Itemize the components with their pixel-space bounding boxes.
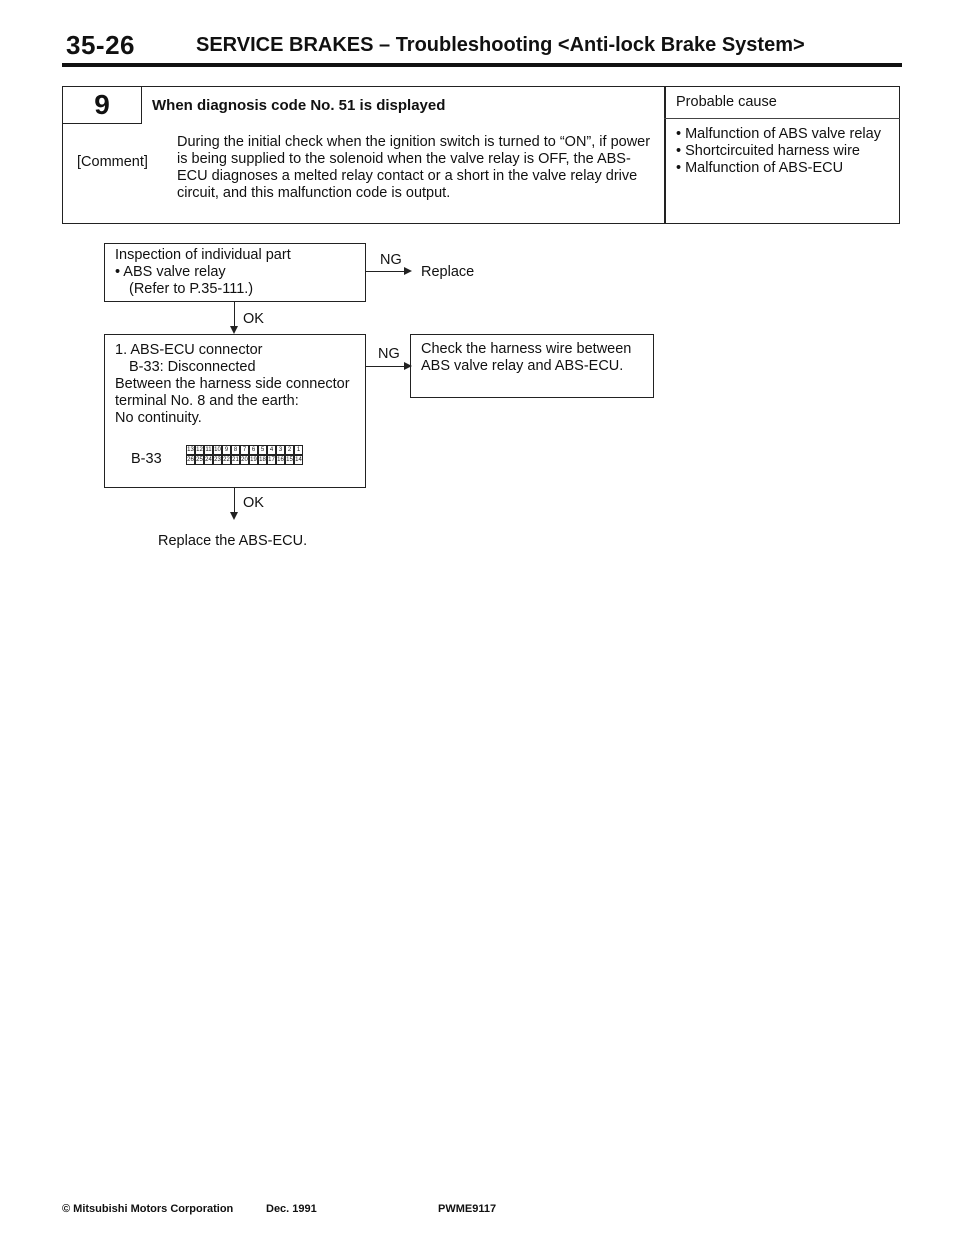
- connector-pin: 3: [276, 445, 285, 455]
- inspection-title: Inspection of individual part: [115, 247, 291, 263]
- comment-label: [Comment]: [77, 154, 148, 170]
- connector-pin: 10: [214, 447, 221, 453]
- connector-pin: 23: [214, 457, 221, 463]
- connector-pins-bottom: [186, 455, 303, 465]
- probable-cause-item: • Malfunction of ABS valve relay: [676, 126, 881, 142]
- ng-label: NG: [378, 346, 400, 362]
- connector-pin: 13: [187, 447, 194, 453]
- comment-text: During the initial check when the ignition switch is turned to “ON”, if power is being supplied to the solenoid when the valve relay is OFF, the ABS-ECU diagnoses a melted relay contact or a short in the valve relay drive circuit, and this malfunction code is output.: [177, 134, 651, 201]
- check-step: 1. ABS-ECU connector: [115, 342, 263, 358]
- harness-check-box: [410, 334, 654, 398]
- connector-pin: 19: [250, 457, 257, 463]
- connector-pin: 7: [240, 445, 249, 455]
- arrow-down-icon: [230, 326, 238, 334]
- probable-cause-heading: Probable cause: [676, 94, 777, 110]
- connector-pin: 18: [259, 457, 266, 463]
- footer-code: PWME9117: [438, 1203, 497, 1215]
- check-expected: No continuity.: [115, 410, 202, 426]
- inspection-item: • ABS valve relay: [115, 264, 226, 280]
- inspection-reference: (Refer to P.35-111.): [129, 281, 254, 297]
- check-connector-state: B-33: Disconnected: [129, 359, 256, 375]
- connector-pin: 20: [241, 457, 248, 463]
- connector-pin: 16: [277, 457, 284, 463]
- connector-pin: 25: [196, 457, 203, 463]
- connector-pin: 26: [187, 457, 194, 463]
- connector-pin: 14: [295, 457, 302, 463]
- inspection-box: [104, 243, 366, 302]
- connector-label: B-33: [131, 451, 162, 467]
- page-title: SERVICE BRAKES – Troubleshooting <Anti-lock Brake System>: [196, 34, 805, 56]
- diagnosis-heading: When diagnosis code No. 51 is displayed: [152, 97, 446, 114]
- connector-pin: 15: [286, 457, 293, 463]
- page-number: 35-26: [66, 30, 135, 60]
- ok-label: OK: [243, 495, 264, 511]
- connector-pin: 1: [294, 445, 303, 455]
- connector-pin: 24: [205, 457, 212, 463]
- arrow-down-icon: [230, 512, 238, 520]
- footer-copyright: © Mitsubishi Motors Corporation: [62, 1203, 234, 1215]
- arrow-right-icon: [404, 267, 412, 275]
- probable-cause-item: • Shortcircuited harness wire: [676, 143, 860, 159]
- check-condition: Between the harness side connector terminal No. 8 and the earth:: [115, 376, 350, 409]
- probable-cause-list: [676, 126, 896, 177]
- connector-pin: 12: [196, 447, 203, 453]
- probable-cause-rule: [664, 118, 900, 119]
- ok-label: OK: [243, 311, 264, 327]
- connector-pin: 11: [205, 447, 212, 453]
- connector-pin: 4: [267, 445, 276, 455]
- connector-pin: 17: [268, 457, 275, 463]
- header-rule: [62, 63, 902, 67]
- table-divider: [664, 86, 666, 224]
- footer-date: Dec. 1991: [266, 1203, 317, 1215]
- connector-pin: 22: [223, 457, 230, 463]
- ng-label: NG: [380, 252, 402, 268]
- connector-pin: 5: [258, 445, 267, 455]
- probable-cause-item: • Malfunction of ABS-ECU: [676, 160, 844, 176]
- connector-pin: 8: [231, 445, 240, 455]
- connector-pin: 6: [249, 445, 258, 455]
- connector-pin: 9: [222, 445, 231, 455]
- harness-check-text: Check the harness wire between ABS valve relay and ABS-ECU.: [421, 341, 632, 374]
- ng-result-replace: Replace: [421, 264, 475, 280]
- connector-pins-top: [186, 445, 303, 455]
- connector-diagram: [186, 445, 303, 465]
- step-number: 9: [62, 86, 142, 124]
- final-action: Replace the ABS-ECU.: [158, 533, 308, 549]
- connector-pin: 21: [232, 457, 239, 463]
- connector-pin: 2: [285, 445, 294, 455]
